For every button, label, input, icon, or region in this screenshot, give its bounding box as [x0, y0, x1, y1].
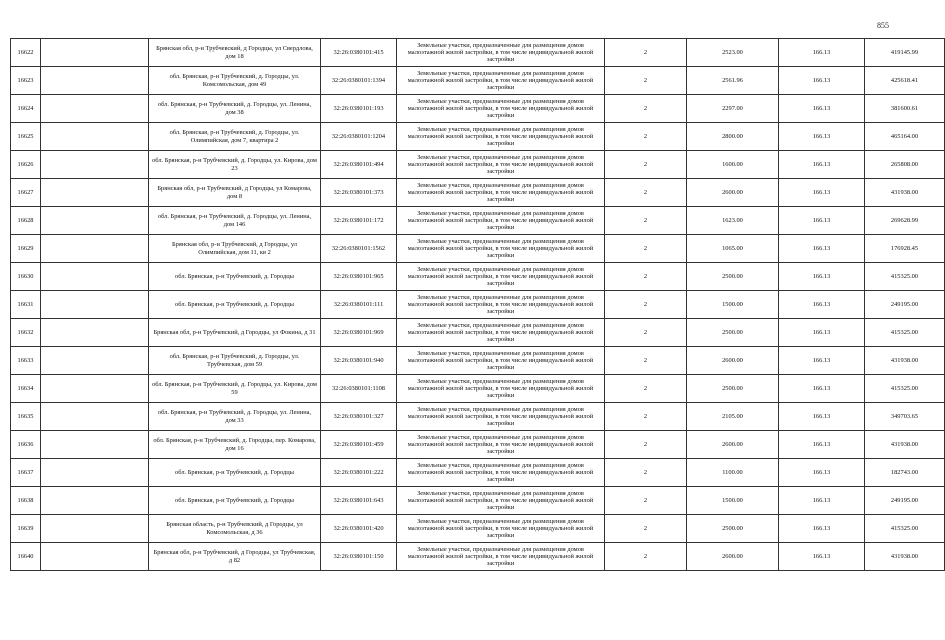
- category-cell: 2: [605, 431, 687, 459]
- rate-cell: 166.13: [779, 179, 865, 207]
- blank-cell: [41, 291, 149, 319]
- row-number: 16637: [11, 459, 41, 487]
- row-number: 16632: [11, 319, 41, 347]
- rate-cell: 166.13: [779, 487, 865, 515]
- table-row: [11, 403, 945, 431]
- table-row: [11, 67, 945, 95]
- land-plot-register-table: [10, 38, 945, 571]
- area-cell: 1100.00: [687, 459, 779, 487]
- address-cell: обл. Брянская, р-н Трубчевский, д. Городцы, ул. Комсомольская, дом 49: [149, 67, 321, 95]
- address-cell: обл. Брянская, р-н Трубчевский, д. Городцы, ул. Трубчевская, дом 59: [149, 347, 321, 375]
- cadastral-value-cell: 269628.99: [865, 207, 945, 235]
- cadastral-value-cell: 349703.65: [865, 403, 945, 431]
- category-cell: 2: [605, 39, 687, 67]
- area-cell: 2523.00: [687, 39, 779, 67]
- cadastral-value-cell: 265808.00: [865, 151, 945, 179]
- area-cell: 2105.00: [687, 403, 779, 431]
- address-cell: обл. Брянская, р-н Трубчевский, д. Городцы, ул. Кирова, дом 23: [149, 151, 321, 179]
- area-cell: 2600.00: [687, 347, 779, 375]
- area-cell: 1623.00: [687, 207, 779, 235]
- table-row: [11, 375, 945, 403]
- cadastral-number-cell: 32:26:0380101:193: [321, 95, 397, 123]
- table-row: [11, 263, 945, 291]
- area-cell: 2600.00: [687, 431, 779, 459]
- table-row: [11, 207, 945, 235]
- row-number: 16629: [11, 235, 41, 263]
- category-cell: 2: [605, 487, 687, 515]
- row-number: 16626: [11, 151, 41, 179]
- cadastral-value-cell: 431938.00: [865, 179, 945, 207]
- cadastral-number-cell: 32:26:0380101:222: [321, 459, 397, 487]
- category-cell: 2: [605, 319, 687, 347]
- rate-cell: 166.13: [779, 67, 865, 95]
- row-number: 16624: [11, 95, 41, 123]
- rate-cell: 166.13: [779, 151, 865, 179]
- land-use-cell: Земельные участки, предназначенные для размещения домов малоэтажной жилой застройки, в том числе индивидуальной жилой застройки: [397, 515, 605, 543]
- cadastral-value-cell: 431938.00: [865, 347, 945, 375]
- address-cell: обл. Брянская, р-н Трубчевский, д. Городцы: [149, 291, 321, 319]
- land-use-cell: Земельные участки, предназначенные для размещения домов малоэтажной жилой застройки, в том числе индивидуальной жилой застройки: [397, 151, 605, 179]
- row-number: 16622: [11, 39, 41, 67]
- blank-cell: [41, 263, 149, 291]
- address-cell: Брянская обл, р-н Трубчевский, д Городцы, ул Свердлова, дом 18: [149, 39, 321, 67]
- category-cell: 2: [605, 179, 687, 207]
- land-use-cell: Земельные участки, предназначенные для размещения домов малоэтажной жилой застройки, в том числе индивидуальной жилой застройки: [397, 291, 605, 319]
- cadastral-number-cell: 32:26:0380101:150: [321, 543, 397, 571]
- land-use-cell: Земельные участки, предназначенные для размещения домов малоэтажной жилой застройки, в том числе индивидуальной жилой застройки: [397, 431, 605, 459]
- row-number: 16623: [11, 67, 41, 95]
- category-cell: 2: [605, 151, 687, 179]
- area-cell: 2297.00: [687, 95, 779, 123]
- row-number: 16636: [11, 431, 41, 459]
- rate-cell: 166.13: [779, 347, 865, 375]
- table-row: [11, 515, 945, 543]
- cadastral-number-cell: 32:26:0380101:1108: [321, 375, 397, 403]
- rate-cell: 166.13: [779, 235, 865, 263]
- rate-cell: 166.13: [779, 123, 865, 151]
- category-cell: 2: [605, 263, 687, 291]
- blank-cell: [41, 459, 149, 487]
- address-cell: обл. Брянская, р-н Трубчевский, д. Городцы, ул. Ленина, дом 146: [149, 207, 321, 235]
- rate-cell: 166.13: [779, 319, 865, 347]
- row-number: 16628: [11, 207, 41, 235]
- rate-cell: 166.13: [779, 515, 865, 543]
- land-use-cell: Земельные участки, предназначенные для размещения домов малоэтажной жилой застройки, в том числе индивидуальной жилой застройки: [397, 39, 605, 67]
- cadastral-number-cell: 32:26:0380101:415: [321, 39, 397, 67]
- row-number: 16634: [11, 375, 41, 403]
- land-use-cell: Земельные участки, предназначенные для размещения домов малоэтажной жилой застройки, в том числе индивидуальной жилой застройки: [397, 95, 605, 123]
- land-use-cell: Земельные участки, предназначенные для размещения домов малоэтажной жилой застройки, в том числе индивидуальной жилой застройки: [397, 375, 605, 403]
- blank-cell: [41, 207, 149, 235]
- cadastral-value-cell: 425618.41: [865, 67, 945, 95]
- table-row: [11, 459, 945, 487]
- cadastral-value-cell: 415325.00: [865, 263, 945, 291]
- blank-cell: [41, 123, 149, 151]
- land-use-cell: Земельные участки, предназначенные для размещения домов малоэтажной жилой застройки, в том числе индивидуальной жилой застройки: [397, 67, 605, 95]
- address-cell: Брянская область, р-н Трубчевский, д Городцы, ул Комсомольская, д 36: [149, 515, 321, 543]
- cadastral-value-cell: 381600.61: [865, 95, 945, 123]
- address-cell: Брянская обл, р-н Трубчевский, д Городцы, ул Трубчевская, д 82: [149, 543, 321, 571]
- cadastral-value-cell: 182743.00: [865, 459, 945, 487]
- blank-cell: [41, 543, 149, 571]
- rate-cell: 166.13: [779, 403, 865, 431]
- cadastral-value-cell: 419145.99: [865, 39, 945, 67]
- category-cell: 2: [605, 515, 687, 543]
- table-row: [11, 347, 945, 375]
- cadastral-number-cell: 32:26:0380101:494: [321, 151, 397, 179]
- cadastral-number-cell: 32:26:0380101:1562: [321, 235, 397, 263]
- rate-cell: 166.13: [779, 375, 865, 403]
- cadastral-value-cell: 465164.00: [865, 123, 945, 151]
- cadastral-value-cell: 249195.00: [865, 487, 945, 515]
- land-use-cell: Земельные участки, предназначенные для размещения домов малоэтажной жилой застройки, в том числе индивидуальной жилой застройки: [397, 319, 605, 347]
- page-number: 855: [877, 21, 889, 30]
- area-cell: 2600.00: [687, 543, 779, 571]
- category-cell: 2: [605, 235, 687, 263]
- blank-cell: [41, 179, 149, 207]
- register-body: [11, 39, 945, 571]
- table-row: [11, 95, 945, 123]
- rate-cell: 166.13: [779, 263, 865, 291]
- row-number: 16630: [11, 263, 41, 291]
- land-use-cell: Земельные участки, предназначенные для размещения домов малоэтажной жилой застройки, в том числе индивидуальной жилой застройки: [397, 487, 605, 515]
- blank-cell: [41, 515, 149, 543]
- blank-cell: [41, 431, 149, 459]
- row-number: 16639: [11, 515, 41, 543]
- land-use-cell: Земельные участки, предназначенные для размещения домов малоэтажной жилой застройки, в том числе индивидуальной жилой застройки: [397, 123, 605, 151]
- category-cell: 2: [605, 459, 687, 487]
- rate-cell: 166.13: [779, 543, 865, 571]
- land-use-cell: Земельные участки, предназначенные для размещения домов малоэтажной жилой застройки, в том числе индивидуальной жилой застройки: [397, 403, 605, 431]
- cadastral-value-cell: 431938.00: [865, 431, 945, 459]
- table-row: [11, 543, 945, 571]
- cadastral-number-cell: 32:26:0380101:172: [321, 207, 397, 235]
- area-cell: 2800.00: [687, 123, 779, 151]
- cadastral-number-cell: 32:26:0380101:373: [321, 179, 397, 207]
- row-number: 16631: [11, 291, 41, 319]
- blank-cell: [41, 487, 149, 515]
- area-cell: 1600.00: [687, 151, 779, 179]
- address-cell: обл. Брянская, р-н Трубчевский, д. Городцы: [149, 487, 321, 515]
- category-cell: 2: [605, 543, 687, 571]
- area-cell: 1500.00: [687, 291, 779, 319]
- rate-cell: 166.13: [779, 291, 865, 319]
- row-number: 16627: [11, 179, 41, 207]
- table-row: [11, 179, 945, 207]
- rate-cell: 166.13: [779, 95, 865, 123]
- table-row: [11, 487, 945, 515]
- blank-cell: [41, 403, 149, 431]
- area-cell: 1065.00: [687, 235, 779, 263]
- category-cell: 2: [605, 291, 687, 319]
- row-number: 16635: [11, 403, 41, 431]
- table-row: [11, 39, 945, 67]
- cadastral-value-cell: 415325.00: [865, 375, 945, 403]
- rate-cell: 166.13: [779, 39, 865, 67]
- address-cell: Брянская обл, р-н Трубчевский, д Городцы, ул Фокина, д 31: [149, 319, 321, 347]
- land-use-cell: Земельные участки, предназначенные для размещения домов малоэтажной жилой застройки, в том числе индивидуальной жилой застройки: [397, 263, 605, 291]
- address-cell: обл. Брянская, р-н Трубчевский, д. Городцы, ул. Олимпийская, дом 7, квартира 2: [149, 123, 321, 151]
- address-cell: Брянская обл, р-н Трубчевский, д Городцы, ул Комарова, дом 8: [149, 179, 321, 207]
- category-cell: 2: [605, 375, 687, 403]
- address-cell: обл. Брянская, р-н Трубчевский, д. Городцы: [149, 263, 321, 291]
- cadastral-value-cell: 415325.00: [865, 319, 945, 347]
- table-row: [11, 151, 945, 179]
- rate-cell: 166.13: [779, 431, 865, 459]
- address-cell: обл. Брянская, р-н Трубчевский, д. Городцы, ул. Кирова, дом 59: [149, 375, 321, 403]
- row-number: 16638: [11, 487, 41, 515]
- table-row: [11, 291, 945, 319]
- table-row: [11, 235, 945, 263]
- cadastral-number-cell: 32:26:0380101:965: [321, 263, 397, 291]
- blank-cell: [41, 39, 149, 67]
- rate-cell: 166.13: [779, 459, 865, 487]
- land-use-cell: Земельные участки, предназначенные для размещения домов малоэтажной жилой застройки, в том числе индивидуальной жилой застройки: [397, 459, 605, 487]
- category-cell: 2: [605, 347, 687, 375]
- rate-cell: 166.13: [779, 207, 865, 235]
- land-use-cell: Земельные участки, предназначенные для размещения домов малоэтажной жилой застройки, в том числе индивидуальной жилой застройки: [397, 179, 605, 207]
- category-cell: 2: [605, 207, 687, 235]
- blank-cell: [41, 235, 149, 263]
- blank-cell: [41, 319, 149, 347]
- row-number: 16633: [11, 347, 41, 375]
- cadastral-number-cell: 32:26:0380101:969: [321, 319, 397, 347]
- area-cell: 2500.00: [687, 375, 779, 403]
- category-cell: 2: [605, 403, 687, 431]
- area-cell: 2500.00: [687, 319, 779, 347]
- cadastral-number-cell: 32:26:0380101:1204: [321, 123, 397, 151]
- cadastral-number-cell: 32:26:0380101:643: [321, 487, 397, 515]
- cadastral-number-cell: 32:26:0380101:459: [321, 431, 397, 459]
- land-use-cell: Земельные участки, предназначенные для размещения домов малоэтажной жилой застройки, в том числе индивидуальной жилой застройки: [397, 543, 605, 571]
- land-use-cell: Земельные участки, предназначенные для размещения домов малоэтажной жилой застройки, в том числе индивидуальной жилой застройки: [397, 347, 605, 375]
- category-cell: 2: [605, 123, 687, 151]
- area-cell: 2500.00: [687, 263, 779, 291]
- area-cell: 2500.00: [687, 515, 779, 543]
- cadastral-number-cell: 32:26:0380101:420: [321, 515, 397, 543]
- area-cell: 2600.00: [687, 179, 779, 207]
- blank-cell: [41, 347, 149, 375]
- category-cell: 2: [605, 95, 687, 123]
- cadastral-number-cell: 32:26:0380101:327: [321, 403, 397, 431]
- table-row: [11, 319, 945, 347]
- area-cell: 2561.96: [687, 67, 779, 95]
- land-use-cell: Земельные участки, предназначенные для размещения домов малоэтажной жилой застройки, в том числе индивидуальной жилой застройки: [397, 207, 605, 235]
- row-number: 16625: [11, 123, 41, 151]
- blank-cell: [41, 375, 149, 403]
- cadastral-value-cell: 431938.00: [865, 543, 945, 571]
- cadastral-number-cell: 32:26:0380101:1394: [321, 67, 397, 95]
- row-number: 16640: [11, 543, 41, 571]
- blank-cell: [41, 67, 149, 95]
- cadastral-number-cell: 32:26:0380101:111: [321, 291, 397, 319]
- cadastral-value-cell: 415325.00: [865, 515, 945, 543]
- address-cell: Брянская обл, р-н Трубчевский, д Городцы, ул Олимпийская, дом 11, кв 2: [149, 235, 321, 263]
- category-cell: 2: [605, 67, 687, 95]
- address-cell: обл. Брянская, р-н Трубчевский, д. Городцы: [149, 459, 321, 487]
- blank-cell: [41, 151, 149, 179]
- area-cell: 1500.00: [687, 487, 779, 515]
- cadastral-value-cell: 176928.45: [865, 235, 945, 263]
- address-cell: обл. Брянская, р-н Трубчевский, д. Городцы, ул. Ленина, дом 38: [149, 95, 321, 123]
- blank-cell: [41, 95, 149, 123]
- table-row: [11, 431, 945, 459]
- address-cell: обл. Брянская, р-н Трубчевский, д. Городцы, ул. Ленина, дом 33: [149, 403, 321, 431]
- table-row: [11, 123, 945, 151]
- cadastral-value-cell: 249195.00: [865, 291, 945, 319]
- land-use-cell: Земельные участки, предназначенные для размещения домов малоэтажной жилой застройки, в том числе индивидуальной жилой застройки: [397, 235, 605, 263]
- cadastral-number-cell: 32:26:0380101:940: [321, 347, 397, 375]
- address-cell: обл. Брянская, р-н Трубчевский, д. Городцы, пер. Комарова, дом 16: [149, 431, 321, 459]
